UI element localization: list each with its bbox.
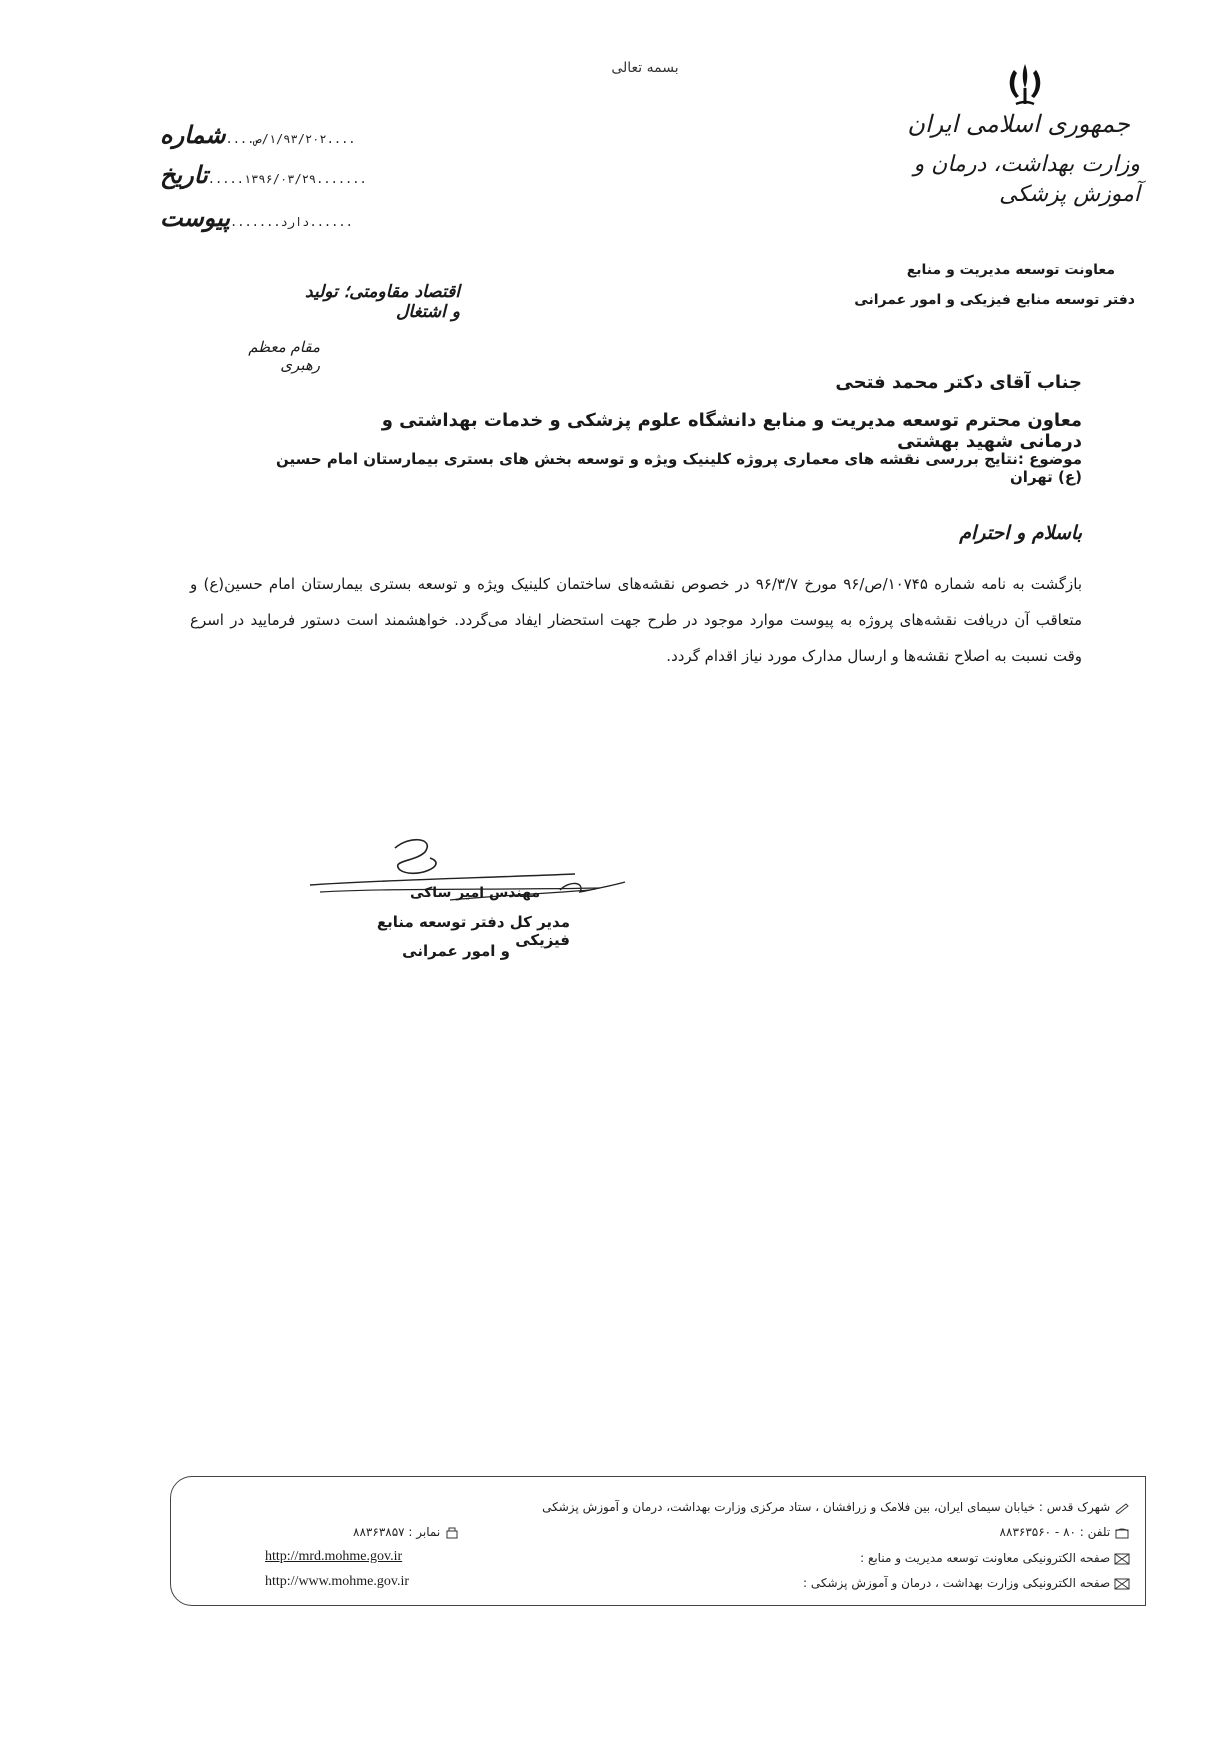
ministry-website-link[interactable]: http://www.mohme.gov.ir: [265, 1574, 410, 1589]
letter-number-row: [160, 120, 370, 150]
letter-body: بازگشت به نامه شماره ۱۰۷۴۵/ص/۹۶ مورخ ۹۶/۳/۷ در خصوص نقشه‌های ساختمان کلینیک ویژه و توسعه بستری بیمارستان امام حسین(ع) و متعاقب آن دریافت نقشه‌های پروژه به پیوست موارد موجود در طرح جهت استحضار ایفاد می‌گردد. خواهشمند است دستور فرمایید در اسرع وقت نسبت به اصلاح نقشه‌ها و ارسال مدارک مورد نیاز اقدام گردد.: [190, 575, 1082, 665]
footer-address-text: شهرک قدس : خیابان سیمای ایران، بین فلامک و زرافشان ، ستاد مرکزی وزارت بهداشت، درمان و آموزش پزشکی: [542, 1500, 1111, 1514]
pen-icon: [1114, 1502, 1130, 1514]
signer-name: مهندس امیر ساکی: [410, 885, 540, 901]
ministry-title: وزارت بهداشت، درمان و آموزش پزشکی: [913, 152, 1140, 207]
fax-icon: [444, 1527, 460, 1539]
addressee: جناب آقای دکتر محمد فتحی: [835, 372, 1082, 393]
footer-deputy-page: [780, 1551, 1130, 1565]
letter-attachment-row: [160, 203, 370, 233]
letter-subject: موضوع :نتایج بررسی نقشه های معماری پروژه کلینیک ویژه و توسعه بخش های بستری بیمارستان امام حسین (ع) تهران: [276, 450, 1082, 486]
envelope-icon: [1114, 1553, 1130, 1565]
deputy-name: معاونت توسعه مدیریت و منابع: [906, 262, 1115, 278]
footer-phone-text: تلفن : ۸۰ - ۸۸۳۶۳۵۶۰: [999, 1525, 1111, 1539]
signer-role: مدیر کل دفتر توسعه منابع فیزیکی: [376, 913, 570, 949]
footer-ministry-page: [720, 1576, 1130, 1590]
footer-address: [480, 1500, 1130, 1514]
signer-role-continued: و امور عمرانی: [402, 942, 510, 960]
letter-date-label: تاریخ: [160, 160, 208, 189]
phone-icon: [1114, 1527, 1130, 1539]
footer-deputy-page-text: صفحه الکترونیکی معاونت توسعه مدیریت و منابع :: [860, 1551, 1111, 1565]
office-name: دفتر توسعه منابع فیزیکی و امور عمرانی: [854, 292, 1135, 308]
footer-ministry-page-text: صفحه الکترونیکی وزارت بهداشت ، درمان و آموزش پزشکی :: [803, 1576, 1111, 1590]
letter-number-label: شماره: [160, 120, 226, 149]
republic-title: جمهوری اسلامی ایران: [907, 110, 1130, 138]
recipient-title: معاون محترم توسعه مدیریت و منابع دانشگاه علوم پزشکی و خدمات بهداشتی و درمانی شهید بهشتی: [381, 410, 1082, 452]
letter-attachment-label: پیوست: [160, 203, 230, 232]
slogan-attribution: مقام معظم رهبری: [248, 338, 320, 374]
letter-date-row: [160, 160, 370, 190]
letter-number-value: ....۱/۹۳/۲۰۲/ص....: [225, 132, 356, 146]
basmala-heading: بسمه تعالی: [611, 60, 679, 76]
letter-date-value: .......۱۳۹۶/۰۳/۲۹.....: [207, 172, 367, 186]
footer-fax-text: نمابر : ۸۸۳۶۳۸۵۷: [353, 1525, 441, 1539]
footer-phone: [880, 1525, 1130, 1539]
deputy-website-link[interactable]: http://mrd.mohme.gov.ir: [265, 1549, 403, 1564]
iran-emblem-icon: [1000, 60, 1050, 110]
greeting: باسلام و احترام: [959, 522, 1082, 544]
letter-attachment-value: ......دارد.......: [230, 215, 353, 229]
footer-fax: [260, 1525, 460, 1539]
envelope-icon: [1114, 1578, 1130, 1590]
year-slogan: اقتصاد مقاومتی؛ تولید و اشتغال: [305, 282, 460, 322]
